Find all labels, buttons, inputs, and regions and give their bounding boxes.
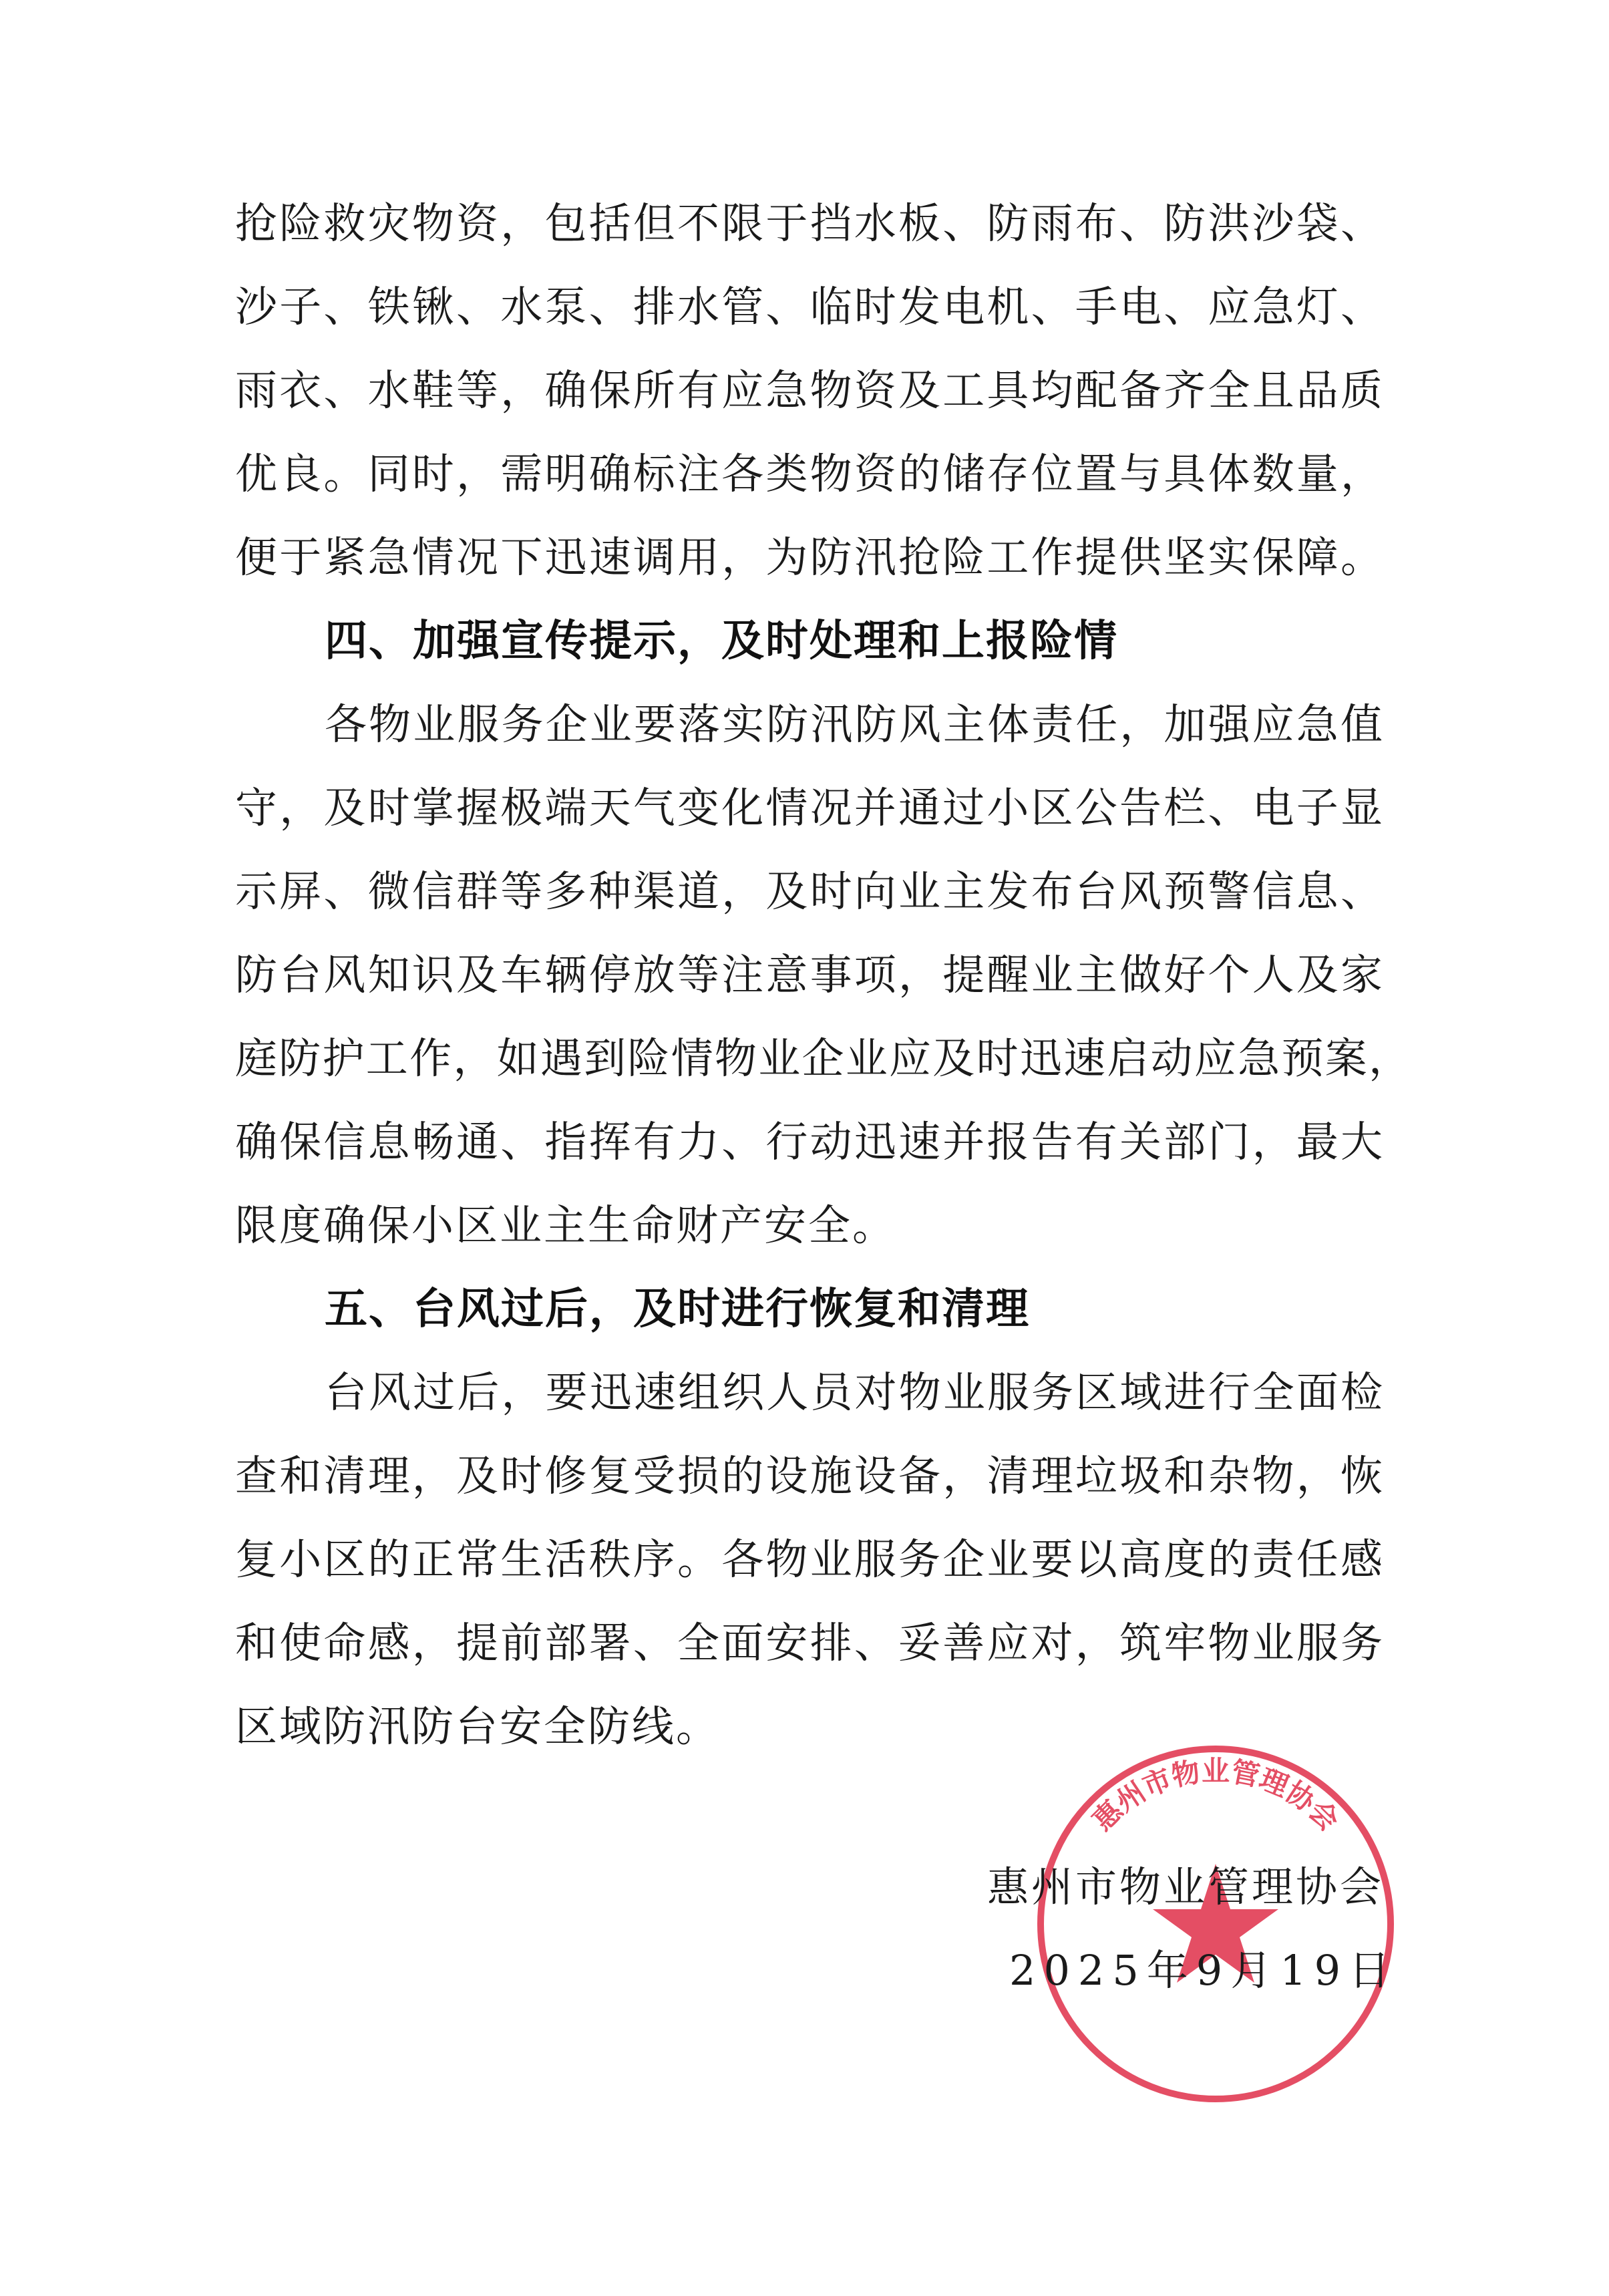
body-line: 示屏、微信群等多种渠道，及时向业主发布台风预警信息、 xyxy=(235,867,1383,916)
body-line: 确保信息畅通、指挥有力、行动迅速并报告有关部门，最大 xyxy=(235,1118,1383,1166)
body-line: 区域防汛防台安全防线。 xyxy=(235,1702,720,1751)
body-line: 查和清理，及时修复受损的设施设备，清理垃圾和杂物，恢 xyxy=(235,1452,1383,1500)
body-line: 守，及时掌握极端天气变化情况并通过小区公告栏、电子显 xyxy=(235,784,1383,832)
signature-organization: 惠州市物业管理协会 xyxy=(987,1862,1385,1911)
body-line: 防台风知识及车辆停放等注意事项，提醒业主做好个人及家 xyxy=(235,951,1383,999)
body-line: 庭防护工作，如遇到险情物业企业应及时迅速启动应急预案， xyxy=(235,1034,1411,1083)
section-heading-4: 四、加强宣传提示，及时处理和上报险情 xyxy=(325,616,1118,666)
body-line: 复小区的正常生活秩序。各物业服务企业要以高度的责任感 xyxy=(235,1535,1383,1584)
body-line: 雨衣、水鞋等，确保所有应急物资及工具均配备齐全且品质 xyxy=(235,366,1383,415)
body-line: 台风过后，要迅速组织人员对物业服务区域进行全面检 xyxy=(325,1368,1383,1417)
body-line: 和使命感，提前部署、全面安排、妥善应对，筑牢物业服务 xyxy=(235,1619,1383,1667)
signature-date: 2025年9月19日 xyxy=(1009,1946,1399,1995)
body-line: 沙子、铁锹、水泵、排水管、临时发电机、手电、应急灯、 xyxy=(235,283,1383,331)
body-line: 抢险救灾物资，包括但不限于挡水板、防雨布、防洪沙袋、 xyxy=(235,199,1383,248)
section-heading-5: 五、台风过后，及时进行恢复和清理 xyxy=(325,1284,1030,1334)
seal-text: 惠州市物业管理协会 xyxy=(1085,1754,1346,1837)
body-line: 各物业服务企业要落实防汛防风主体责任，加强应急值 xyxy=(325,700,1383,749)
body-line: 便于紧急情况下迅速调用，为防汛抢险工作提供坚实保障。 xyxy=(235,533,1383,582)
body-line: 优良。同时，需明确标注各类物资的储存位置与具体数量， xyxy=(235,450,1383,498)
body-line: 限度确保小区业主生命财产安全。 xyxy=(235,1201,896,1250)
